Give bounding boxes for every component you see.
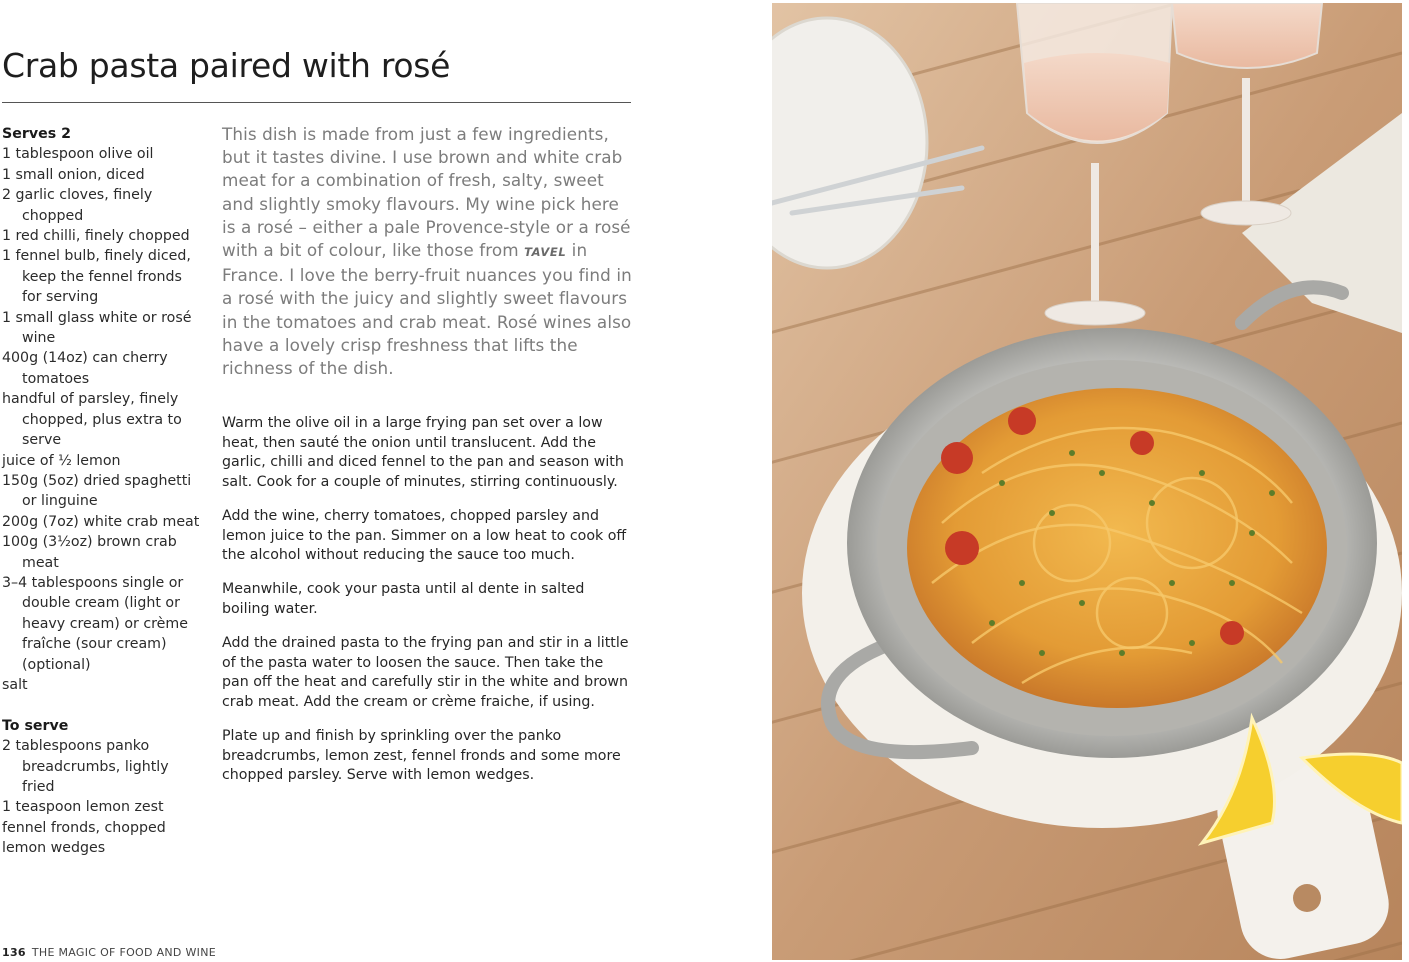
ingredient-item: handful of parsley, finely chopped, plus extra to serve xyxy=(2,391,182,449)
ingredient-item: 1 small onion, diced xyxy=(2,166,145,183)
intro-paragraph xyxy=(222,123,634,380)
to-serve-item: 1 teaspoon lemon zest xyxy=(2,799,164,816)
ingredients-column xyxy=(2,124,202,859)
photo-illustration xyxy=(772,3,1402,960)
tavel-highlight: TAVEL xyxy=(524,245,567,260)
method-step: Add the drained pasta to the frying pan and stir in a little of the pasta water to loosen the sauce. Then take the pan off the heat and carefully stir in the white and brown crab meat. Add the cream or crème fraiche, if using. xyxy=(222,635,629,710)
ingredient-item: 150g (5oz) dried spaghetti or linguine xyxy=(2,472,192,510)
recipe-title-pairing: paired with rosé xyxy=(189,46,451,85)
page-number: 136 xyxy=(2,946,26,959)
ingredient-item: salt xyxy=(2,676,28,693)
recipe-title-main: Crab pasta xyxy=(2,46,179,85)
crab-pasta-pan-photo xyxy=(772,3,1402,960)
method-steps xyxy=(222,414,634,800)
method-step: Meanwhile, cook your pasta until al dente in salted boiling water. xyxy=(222,581,585,617)
to-serve-item: 2 tablespoons panko breadcrumbs, lightly fried xyxy=(2,738,169,795)
to-serve-item: fennel fronds, chopped xyxy=(2,819,166,836)
ingredient-list xyxy=(2,144,202,695)
recipe-title xyxy=(2,46,450,85)
intro-text-continued: in France. I love the berry-fruit nuances you find in a rosé with the juicy and slightly sweet flavours in the tomatoes and crab meat. Rosé wines also have a lovely crisp freshness that lifts the richness of the dish. xyxy=(222,240,632,379)
ingredient-item: 2 garlic cloves, finely chopped xyxy=(2,187,153,224)
ingredient-item: juice of ½ lemon xyxy=(2,452,121,469)
ingredient-item: 400g (14oz) can cherry tomatoes xyxy=(2,350,168,387)
serves-heading: Serves 2 xyxy=(2,126,71,142)
ingredient-item: 100g (3½oz) brown crab meat xyxy=(2,534,177,571)
method-step: Warm the olive oil in a large frying pan set over a low heat, then sauté the onion until translucent. Add the garlic, chilli and diced fennel to the pan and season with salt. Cook for a couple of minutes, stirring continuously. xyxy=(222,415,624,490)
method-step: Plate up and finish by sprinkling over the panko breadcrumbs, lemon zest, fennel fronds and some more chopped parsley. Serve with lemon wedges. xyxy=(222,728,621,784)
running-title: THE MAGIC OF FOOD AND WINE xyxy=(31,946,216,959)
page-footer xyxy=(2,946,216,959)
ingredient-item: 3–4 tablespoons single or double cream (light or heavy cream) or crème fraîche (sour cream) (optional) xyxy=(2,574,188,673)
ingredient-item: 1 tablespoon olive oil xyxy=(2,146,154,163)
ingredient-item: 1 small glass white or rosé wine xyxy=(2,309,192,347)
to-serve-list xyxy=(2,736,202,858)
method-step: Add the wine, cherry tomatoes, chopped parsley and lemon juice to the pan. Simmer on a low heat to cook off the alcohol without reducing the sauce too much. xyxy=(222,507,627,564)
to-serve-item: lemon wedges xyxy=(2,840,106,857)
ingredient-item: 1 red chilli, finely chopped xyxy=(2,228,190,245)
to-serve-heading: To serve xyxy=(2,717,69,734)
ingredient-item: 1 fennel bulb, finely diced, keep the fennel fronds for serving xyxy=(2,248,191,306)
title-divider xyxy=(2,102,631,103)
ingredient-item: 200g (7oz) white crab meat xyxy=(2,513,200,530)
intro-text: This dish is made from just a few ingredients, but it tastes divine. I use brown and white crab meat for a combination of fresh, salty, sweet and slightly smoky flavours. My wine pick here is a rosé – either a pale Provence-style or a rosé with a bit of colour, like those from xyxy=(222,124,631,261)
